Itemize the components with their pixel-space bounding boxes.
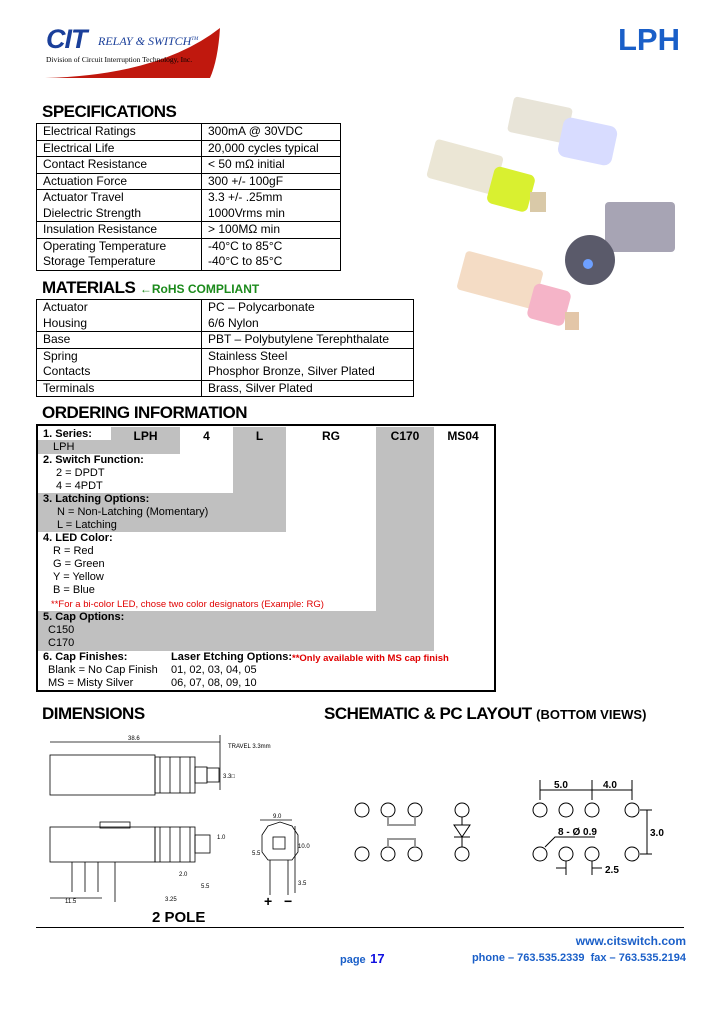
dimensions-heading: DIMENSIONS [42, 704, 145, 723]
value-text: PBT – Polybutylene Terephthalate [208, 332, 390, 346]
switch-pink-icon [456, 250, 579, 330]
schematic-heading [324, 704, 646, 724]
page-label: page [340, 954, 366, 966]
label-text: Operating Temperature [43, 238, 167, 253]
cap-title: 5. Cap Options: [43, 611, 125, 623]
label-cell [37, 140, 202, 157]
label-text: Insulation Resistance [43, 222, 158, 236]
value-cell [202, 124, 341, 141]
label-cell [37, 348, 202, 380]
label-text: Dielectric Strength [43, 205, 142, 220]
schematic-title: SCHEMATIC & PC LAYOUT [324, 704, 532, 723]
switch-schematic [355, 803, 422, 861]
footer-page [340, 950, 385, 968]
value-text: 6/6 Nylon [208, 315, 259, 330]
label-text: Terminals [43, 380, 95, 395]
value-cell [202, 238, 341, 270]
switch-yellow-icon [426, 139, 546, 213]
cap-option: C150 [48, 624, 75, 636]
label-text: Contacts [43, 364, 91, 378]
etch-option: 01, 02, 03, 04, 05 [171, 664, 257, 676]
value-cell [202, 300, 414, 332]
materials-table [36, 299, 414, 397]
value-text: 300mA @ 30VDC [208, 124, 303, 138]
label-text: Contact Resistance [43, 157, 148, 171]
label-text: Storage Temperature [43, 254, 156, 268]
specifications-table [36, 123, 341, 271]
logo-tm: TM [191, 37, 199, 42]
value-text: PC – Polycarbonate [208, 300, 315, 314]
layout-dim-a: 5.0 [554, 780, 568, 791]
rohs-compliant-label: ←RoHS COMPLIANT [139, 282, 260, 296]
materials-row [37, 380, 414, 397]
footer-website[interactable]: www.citswitch.com [575, 934, 686, 948]
value-text: -40°C to 85°C [208, 238, 283, 253]
materials-row [37, 300, 414, 332]
value-cell [202, 380, 414, 397]
materials-heading-row [42, 278, 259, 298]
dim-height3: 3.5 [298, 881, 307, 887]
label-cell [37, 222, 202, 239]
logo-division: Division of Circuit Interruption Technology, Inc. [46, 55, 193, 64]
led-option: R = Red [53, 545, 94, 557]
series-title: 1. Series: [43, 428, 92, 440]
code-finish: MS04 [447, 429, 479, 443]
minus-terminal: − [284, 893, 293, 909]
value-text: > 100MΩ min [208, 222, 280, 236]
footer-divider [36, 927, 684, 928]
led-note: **For a bi-color LED, chose two color designators (Example: RG) [51, 599, 324, 610]
switch-white-icon [507, 96, 619, 167]
schematic-subtitle: (BOTTOM VIEWS) [536, 707, 647, 722]
value-text: Brass, Silver Plated [208, 380, 313, 395]
switch-gray-icon [565, 202, 675, 285]
label-cell [37, 332, 202, 349]
value-text: 1000Vrms min [208, 205, 285, 220]
dim-travel: TRAVEL 3.3mm [228, 744, 271, 750]
label-cell [37, 300, 202, 332]
ordering-heading: ORDERING INFORMATION [42, 403, 248, 422]
layout-holes: 8 - Ø 0.9 [558, 827, 597, 838]
value-cell [202, 332, 414, 349]
series-title: LPH [618, 22, 680, 57]
led-title: 4. LED Color: [43, 532, 113, 544]
label-text: Actuator Travel [43, 190, 124, 204]
specifications-row [37, 222, 341, 239]
led-schematic-icon [454, 803, 470, 861]
company-logo [40, 20, 240, 82]
specifications-row [37, 173, 341, 190]
value-cell [202, 173, 341, 190]
led-option: G = Green [53, 558, 105, 570]
switch-function-title: 2. Switch Function: [43, 454, 144, 466]
value-text: Stainless Steel [208, 348, 288, 363]
label-text: Housing [43, 315, 88, 330]
latching-title: 3. Latching Options: [43, 493, 150, 505]
dim-height: 10.0 [298, 844, 310, 850]
code-led: RG [322, 429, 340, 443]
value-cell [202, 348, 414, 380]
logo-sub [98, 34, 198, 49]
label-cell [37, 380, 202, 397]
etch-title: Laser Etching Options: [171, 651, 293, 663]
label-cell [37, 124, 202, 141]
code-latching: L [255, 429, 264, 443]
product-photo [420, 92, 690, 342]
label-cell [37, 238, 202, 270]
value-cell [202, 190, 341, 222]
value-cell [202, 157, 341, 174]
logo-main: CIT [46, 24, 87, 54]
specifications-heading: SPECIFICATIONS [42, 102, 177, 121]
latching-option: N = Non-Latching (Momentary) [57, 506, 209, 518]
plus-terminal: + [264, 893, 273, 909]
dim-length: 38.6 [128, 736, 140, 742]
specifications-row [37, 238, 341, 270]
switch-option: 4 = 4PDT [56, 480, 103, 492]
materials-heading: MATERIALS [42, 278, 136, 297]
led-option: B = Blue [53, 584, 95, 596]
dimension-caption: 2 POLE [152, 909, 206, 926]
value-cell [202, 222, 341, 239]
ordering-box [36, 424, 496, 692]
value-text: 20,000 cycles typical [208, 140, 319, 155]
finish-option: MS = Misty Silver [48, 677, 134, 689]
finish-option: Blank = No Cap Finish [48, 664, 158, 676]
specifications-row [37, 140, 341, 157]
value-text: 300 +/- 100gF [208, 173, 284, 188]
dim-height2: 5.5 [252, 851, 261, 857]
logo-sub-text: RELAY & SWITCH [98, 34, 192, 48]
label-cell [37, 157, 202, 174]
label-text: Actuator [43, 300, 88, 314]
label-text: Base [43, 332, 71, 346]
code-series: LPH [133, 429, 158, 443]
footer-contact: phone – 763.535.2339 fax – 763.535.2194 [471, 952, 686, 964]
dim-width: 9.0 [273, 814, 282, 820]
specifications-row [37, 124, 341, 141]
layout-dim-d: 2.5 [605, 865, 619, 876]
value-text: < 50 mΩ initial [208, 157, 285, 171]
dim-cap: 3.3□ [223, 774, 235, 780]
cap-option: C170 [48, 637, 75, 649]
label-text: Electrical Ratings [43, 124, 136, 138]
code-switch-function: 4 [203, 429, 210, 443]
dim-1: 1.0 [217, 835, 226, 841]
etch-note: **Only available with MS cap finish [292, 653, 449, 664]
value-cell [202, 140, 341, 157]
etch-option: 06, 07, 08, 09, 10 [171, 677, 257, 689]
series-option: LPH [53, 441, 75, 453]
layout-dim-c: 3.0 [650, 828, 664, 839]
value-text: Phosphor Bronze, Silver Plated [208, 364, 375, 378]
schematic-drawing [340, 780, 680, 890]
dimension-drawing [30, 730, 330, 910]
specifications-row [37, 157, 341, 174]
dim-3: 5.5 [201, 884, 210, 890]
value-text: -40°C to 85°C [208, 254, 283, 268]
materials-row [37, 348, 414, 380]
switch-option: 2 = DPDT [56, 467, 105, 479]
specifications-row [37, 190, 341, 222]
page-number: 17 [370, 951, 385, 966]
finish-title: 6. Cap Finishes: [43, 651, 128, 663]
code-cap: C170 [390, 429, 420, 443]
label-cell [37, 190, 202, 222]
latching-option: L = Latching [57, 519, 117, 531]
layout-dim-b: 4.0 [603, 780, 617, 791]
label-text: Electrical Life [43, 140, 115, 155]
dim-5: 3.25 [165, 897, 177, 903]
materials-row [37, 332, 414, 349]
dim-4: 11.5 [65, 899, 77, 905]
led-option: Y = Yellow [53, 571, 104, 583]
dim-2: 2.0 [179, 872, 188, 878]
label-text: Spring [43, 348, 78, 363]
label-cell [37, 173, 202, 190]
label-text: Actuation Force [43, 173, 128, 188]
value-text: 3.3 +/- .25mm [208, 190, 283, 204]
